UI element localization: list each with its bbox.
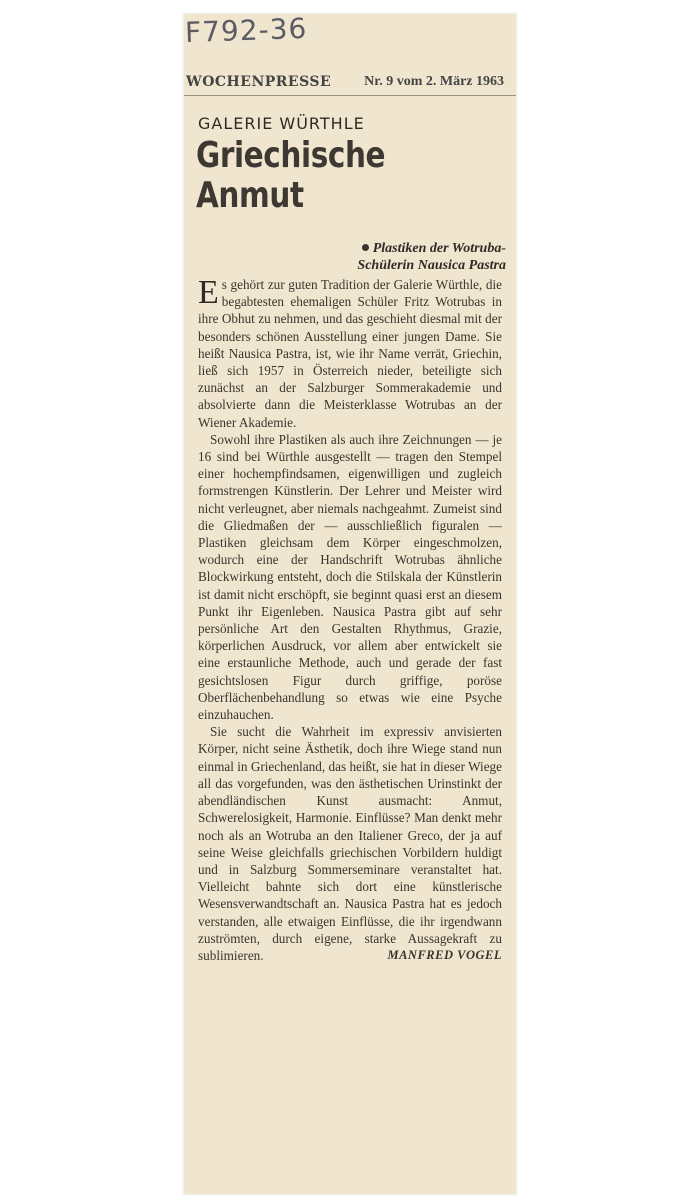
- subhead-line-2: Schülerin Nausica Pastra: [357, 258, 506, 273]
- subhead-line-1: [357, 240, 506, 257]
- article-kicker: GALERIE WÜRTHLE: [198, 114, 365, 133]
- paragraph-3: [198, 723, 502, 964]
- issue-date: Nr. 9 vom 2. März 1963: [364, 74, 504, 89]
- newspaper-clipping: [184, 11, 516, 1194]
- article-subhead: [357, 240, 506, 274]
- paragraph-3-text: Sie sucht die Wahrheit im expressiv anvisierten Körper, nicht seine Ästhetik, doch ihre Wiege stand nun einmal in Griechenland, das heißt, sie hat in dieser Wiege all das vorgefunden, was den ästhetischen Urinstinkt der abendländischen Kunst ausmacht: Anmut, Schwerelosigkeit, Harmonie. Einflüsse? Man denkt mehr noch als an Wotruba an den Italiener Greco, der ja auf seine Weise gleichfalls griechischen Vorbildern huldigt und in Salzburg Sommerseminare veranstaltet hat. Vielleicht bahnte sich dort eine künstlerische Wesensverwandtschaft an. Nausica Pastra hat es jedoch verstanden, alle etwaigen Einflüsse, die ihr irgendwann zuströmten, durch eigene, starke Aussagekraft zu sublimieren.: [198, 724, 502, 963]
- newspaper-name: WOCHENPRESSE: [186, 74, 332, 90]
- headline-line-2: Anmut: [196, 175, 304, 216]
- paragraph-2: Sowohl ihre Plastiken als auch ihre Zeichnungen — je 16 sind bei Würthle ausgestellt — tragen den Stempel einer hochempfindsamen, eigenwilligen und zugleich formstrengen Künstlerin. Der Lehrer und Meister wird nicht verleugnet, aber niemals nachgeahmt. Zumeist sind die Gliedmaßen der — ausschließlich figuralen — Plastiken gleichsam dem Körper eingeschmolzen, wodurch eine der Handschrift Wotrubas ähnliche Blockwirkung entsteht, doch die Stilskala der Künstlerin ist damit nicht erschöpft, sie beginnt quasi erst an diesem Punkt ihr Eigenleben. Nausica Pastra gibt auf sehr persönliche Art den Gestalten Rhythmus, Grazie, körperlichen Ausdruck, vor allem aber entwickelt sie eine erstaunliche Methode, auch und gerade der fast gesichtslosen Figur durch griffige, poröse Oberflächenbehandlung so etwas wie eine Psyche einzuhauchen.: [198, 431, 502, 723]
- bullet-icon: [362, 244, 369, 251]
- masthead: [184, 74, 516, 96]
- article-headline: [196, 136, 385, 216]
- handwritten-annotation: F792-36: [184, 11, 308, 50]
- subhead-line-1-text: Plastiken der Wotruba-: [372, 241, 506, 256]
- masthead-rule: [184, 95, 516, 96]
- paragraph-1-text: s gehört zur guten Tradition der Galerie Würthle, die begabtesten ehemaligen Schüler Fritz Wotrubas in ihre Obhut zu nehmen, und das geschieht diesmal mit der besonders schönen Ausstellung einer jungen Dame. Sie heißt Nausica Pastra, ist, wie ihr Name verrät, Griechin, ließ sich 1957 in Österreich nieder, beteiligte sich zunächst an der Salzburger Sommerakademie und absolvierte dann die Meisterklasse Wotrubas an der Wiener Akademie.: [198, 277, 502, 430]
- author-byline: MANFRED VOGEL: [387, 947, 502, 962]
- drop-cap: E: [198, 274, 219, 311]
- paragraph-1: [198, 276, 502, 431]
- article-body: [198, 276, 502, 964]
- headline-line-1: Griechische: [196, 135, 386, 176]
